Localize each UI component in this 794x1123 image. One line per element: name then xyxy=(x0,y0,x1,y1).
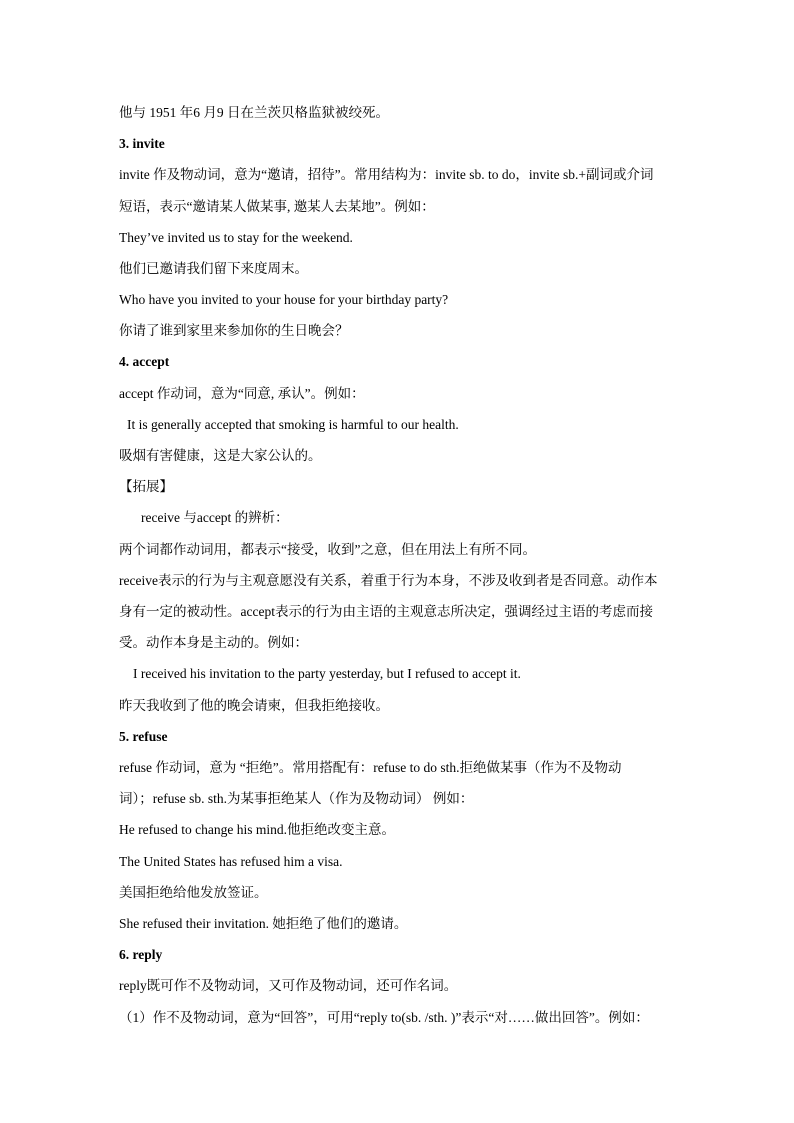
example-sentence: She refused their invitation. 她拒绝了他们的邀请。 xyxy=(119,916,408,931)
text-line: 词）；refuse sb. sth.为某事拒绝某人（作为及物动词） 例如： xyxy=(119,791,474,806)
text-line: refuse 作动词，意为 “拒绝”。常用搭配有：refuse to do sth.拒绝做某事（作为不及物动 xyxy=(119,760,622,775)
section-heading-accept: 4. accept xyxy=(119,354,170,369)
example-translation: 你请了谁到家里来参加你的生日晚会？ xyxy=(119,323,349,338)
section-heading-reply: 6. reply xyxy=(119,947,163,962)
text-line: accept 作动词，意为“同意, 承认”。例如： xyxy=(119,386,365,401)
example-sentence: Who have you invited to your house for your birthday party? xyxy=(119,292,449,307)
example-translation: 吸烟有害健康，这是大家公认的。 xyxy=(119,448,322,463)
text-line: 短语，表示“邀请某人做某事, 邀某人去某地”。例如： xyxy=(119,199,435,214)
example-sentence: They’ve invited us to stay for the weekend. xyxy=(119,230,353,245)
example-sentence: It is generally accepted that smoking is harmful to our health. xyxy=(127,417,459,432)
expansion-heading: 【拓展】 xyxy=(119,479,173,494)
text-line: receive表示的行为与主观意愿没有关系，着重于行为本身，不涉及收到者是否同意。动作本 xyxy=(119,573,658,588)
text-line: （1）作不及物动词，意为“回答”，可用“reply to(sb. /sth. )”表示“对……做出回答”。例如： xyxy=(119,1010,649,1025)
section-heading-refuse: 5. refuse xyxy=(119,729,168,744)
text-line: 两个词都作动词用，都表示“接受，收到”之意，但在用法上有所不同。 xyxy=(119,542,536,557)
text-line: reply既可作不及物动词，又可作及物动词，还可作名词。 xyxy=(119,978,458,993)
text-line: 身有一定的被动性。accept表示的行为由主语的主观意志所决定，强调经过主语的考虑而接 xyxy=(119,604,653,619)
example-sentence: I received his invitation to the party yesterday, but I refused to accept it. xyxy=(133,666,521,681)
text-line: 受。动作本身是主动的。例如： xyxy=(119,635,308,650)
section-heading-invite: 3. invite xyxy=(119,136,165,151)
text-line: 他与 1951 年6 月9 日在兰茨贝格监狱被绞死。 xyxy=(119,105,389,120)
example-translation: 昨天我收到了他的晚会请柬，但我拒绝接收。 xyxy=(119,698,389,713)
example-translation: 他们已邀请我们留下来度周末。 xyxy=(119,261,308,276)
example-sentence: The United States has refused him a visa. xyxy=(119,854,343,869)
example-translation: 美国拒绝给他发放签证。 xyxy=(119,885,268,900)
text-line: receive 与accept 的辨析： xyxy=(141,510,289,525)
text-line: invite 作及物动词，意为“邀请，招待”。常用结构为：invite sb. to do，invite sb.+副词或介词 xyxy=(119,167,654,182)
example-sentence: He refused to change his mind.他拒绝改变主意。 xyxy=(119,822,395,837)
